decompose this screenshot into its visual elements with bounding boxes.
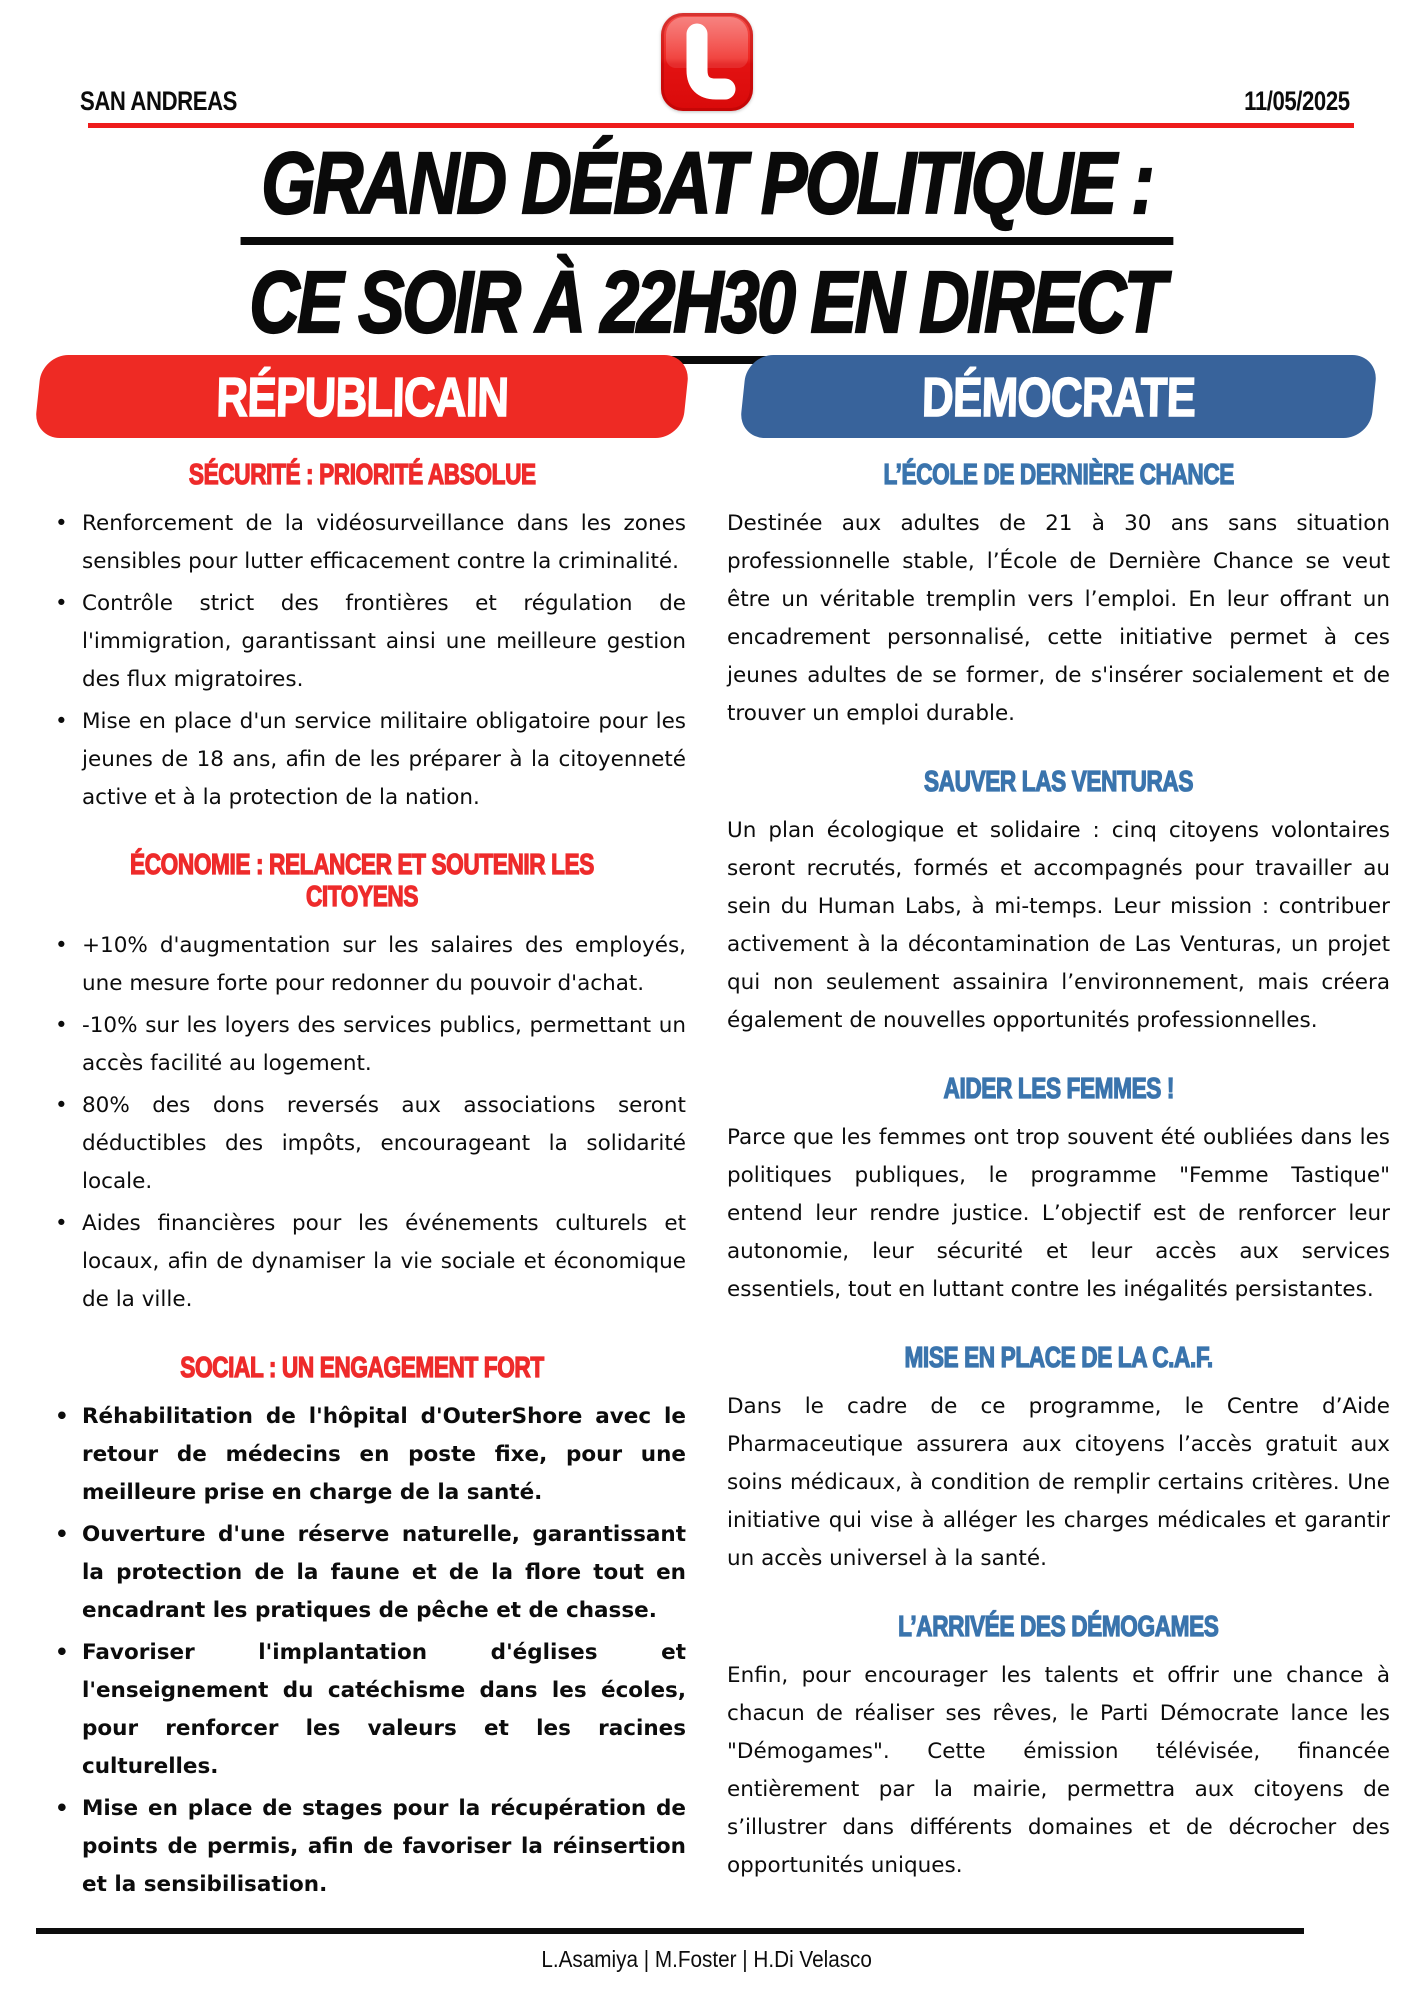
section-heading: AIDER LES FEMMES ! [943,1073,1174,1105]
section-heading: SAUVER LAS VENTURAS [923,766,1194,798]
bullet-item: • 80% des dons reversés aux associations seront déductibles des impôts, encourageant la solidarité locale. [82,1087,686,1201]
section-heading: L’ÉCOLE DE DERNIÈRE CHANCE [883,459,1234,491]
section-heading: L’ARRIVÉE DES DÉMOGAMES [898,1611,1219,1643]
bullet-item: • Contrôle strict des frontières et régulation de l'immigration, garantissant ainsi une meilleure gestion des flux migratoires. [82,585,686,699]
title-line-2: CE SOIR À 22H30 EN DIRECT [0,257,1414,364]
section-heading: ÉCONOMIE : RELANCER ET SOUTENIR LES CITOYENS [130,849,594,913]
section-heading: SOCIAL : UN ENGAGEMENT FORT [180,1352,544,1384]
section-paragraph: Parce que les femmes ont trop souvent été oubliées dans les politiques publiques, le programme "Femme Tastique" entend leur rendre justice. L’objectif est de renforcer leur autonomie, leur sécurité et leur accès aux services essentiels, tout en luttant contre les inégalités persistantes. [727,1125,1390,1302]
footer-rule [36,1928,1304,1934]
bullet-item: • Mise en place de stages pour la récupération de points de permis, afin de favoriser la réinsertion et la sensibilisation. [82,1790,686,1904]
bullet-item: • +10% d'augmentation sur les salaires des employés, une mesure forte pour redonner du pouvoir d'achat. [82,927,686,1003]
main-title [0,135,1414,376]
republican-banner [34,355,691,438]
section-paragraph: Destinée aux adultes de 21 à 30 ans sans situation professionnelle stable, l’École de Dernière Chance se veut être un véritable tremplin vers l’emploi. En leur offrant un encadrement personnalisé, cette initiative permet à ces jeunes adultes de se former, de s'insérer socialement et de trouver un emploi durable. [727,511,1390,726]
header-location: SAN ANDREAS [80,86,238,116]
header-rule [88,123,1354,128]
column-democrate [727,355,1390,1910]
bullet-item: • Renforcement de la vidéosurveillance dans les zones sensibles pour lutter efficacement contre la criminalité. [82,505,686,581]
republican-banner-label: RÉPUBLICAIN [215,365,509,428]
bullet-item: • Réhabilitation de l'hôpital d'OuterShore avec le retour de médecins en poste fixe, pour une meilleure prise en charge de la santé. [82,1398,686,1512]
bullet-list [38,505,686,817]
section-paragraph: Enfin, pour encourager les talents et offrir une chance à chacun de réaliser ses rêves, le Parti Démocrate lance les "Démogames". Cette émission télévisée, financée entièrement par la mairie, permettra aux citoyens de s’illustrer dans différents domaines et de décrocher des opportunités uniques. [727,1663,1390,1878]
bullet-item: • Ouverture d'une réserve naturelle, garantissant la protection de la faune et de la flore tout en encadrant les pratiques de pêche et de chasse. [82,1516,686,1630]
section-paragraph: Dans le cadre de ce programme, le Centre d’Aide Pharmaceutique assurera aux citoyens l’accès gratuit aux soins médicaux, à condition de remplir certains critères. Une initiative qui vise à alléger les charges médicales et garantir un accès universel à la santé. [727,1394,1390,1571]
democrat-banner [739,355,1379,438]
column-republicain [38,355,686,1910]
bullet-item: • Favoriser l'implantation d'églises et l'enseignement du catéchisme dans les écoles, pour renforcer les valeurs et les racines culturelles. [82,1634,686,1786]
bullet-item: • Mise en place d'un service militaire obligatoire pour les jeunes de 18 ans, afin de les préparer à la citoyenneté active et à la protection de la nation. [82,703,686,817]
democrat-banner-label: DÉMOCRATE [921,365,1196,428]
bullet-item: • Aides financières pour les événements culturels et locaux, afin de dynamiser la vie sociale et économique de la ville. [82,1205,686,1319]
footer-authors: L.Asamiya | M.Foster | H.Di Velasco [541,1946,873,1972]
title-line-1: GRAND DÉBAT POLITIQUE : [0,138,1414,245]
header-date: 11/05/2025 [1244,86,1350,116]
columns [38,355,1390,1910]
section-heading: SÉCURITÉ : PRIORITÉ ABSOLUE [188,459,536,491]
bullet-item: • -10% sur les loyers des services publics, permettant un accès facilité au logement. [82,1007,686,1083]
bullet-list [38,1398,686,1904]
section-paragraph: Un plan écologique et solidaire : cinq citoyens volontaires seront recrutés, formés et accompagnés pour travailler au sein du Human Labs, à mi-temps. Leur mission : contribuer activement à la décontamination de Las Venturas, un projet qui non seulement assainira l’environnement, mais créera également de nouvelles opportunités professionnelles. [727,818,1390,1033]
section-heading: MISE EN PLACE DE LA C.A.F. [904,1342,1213,1374]
bullet-list [38,927,686,1319]
republican-sections [38,458,686,1904]
democrat-sections [727,458,1390,1885]
l-app-logo-icon [661,13,753,111]
